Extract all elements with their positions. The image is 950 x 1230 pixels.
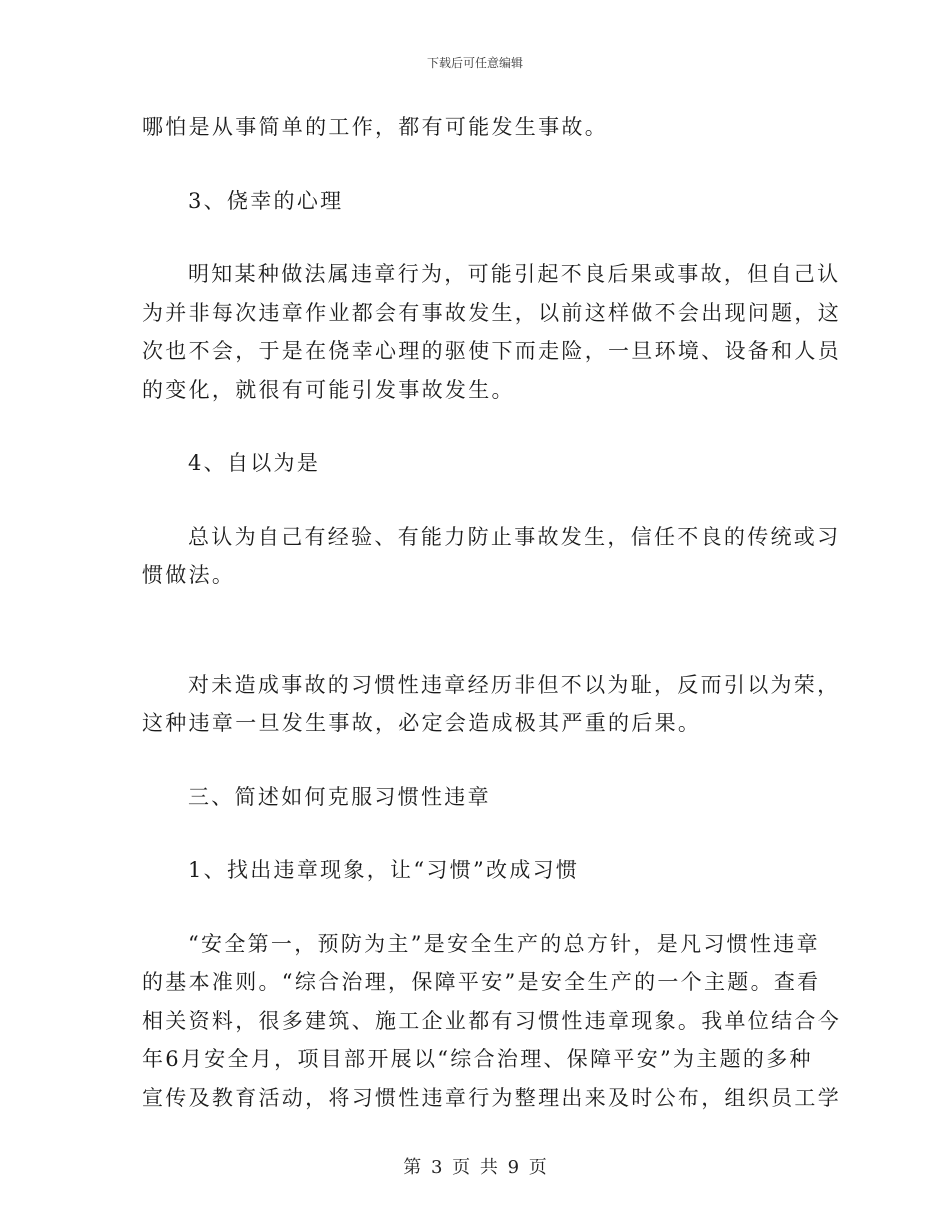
paragraph-line: 对未造成事故的习惯性违章经历非但不以为耻，反而引以为荣， <box>188 672 841 697</box>
paragraph-line: “安全第一，预防为主”是安全生产的总方针，是凡习惯性违章 <box>188 931 820 956</box>
paragraph-line: 惯做法。 <box>142 563 236 587</box>
paragraph-line: 哪怕是从事简单的工作，都有可能发生事故。 <box>142 115 608 139</box>
page-number: 第 3 页 共 9 页 <box>403 1157 547 1178</box>
page-header: 下载后可任意编辑 <box>426 56 523 70</box>
paragraph-line: 宣传及教育活动，将习惯性违章行为整理出来及时公布，组织员工学 <box>142 1085 841 1110</box>
section-heading: 3、侥幸的心理 <box>188 188 344 213</box>
paragraph-line: 年6月安全月，项目部开展以“综合治理、保障平安”为主题的多种 <box>142 1047 813 1071</box>
document-body <box>142 108 841 1117</box>
section-heading: 1、找出违章现象，让“习惯”改成习惯 <box>188 858 580 882</box>
paragraph-line: 次也不会，于是在侥幸心理的驱使下而走险，一旦环境、设备和人员 <box>142 339 841 363</box>
paragraph-line: 为并非每次违章作业都会有事故发生，以前这样做不会出现问题，这 <box>142 300 841 325</box>
paragraph-line: 总认为自己有经验、有能力防止事故发生，信任不良的传统或习 <box>188 524 841 549</box>
paragraph-line: 的基本准则。“综合治理，保障平安”是安全生产的一个主题。查看 <box>142 970 821 994</box>
paragraph-line: 相关资料，很多建筑、施工企业都有习惯性违章现象。我单位结合今 <box>142 1008 841 1033</box>
paragraph-line: 的变化，就很有可能引发事故发生。 <box>142 377 515 402</box>
section-heading: 4、自以为是 <box>188 451 321 475</box>
section-heading: 三、简述如何克服习惯性违章 <box>188 784 491 809</box>
paragraph-line: 明知某种做法属违章行为，可能引起不良后果或事故，但自己认 <box>188 262 841 286</box>
paragraph-line: 这种违章一旦发生事故，必定会造成极其严重的后果。 <box>142 711 702 735</box>
